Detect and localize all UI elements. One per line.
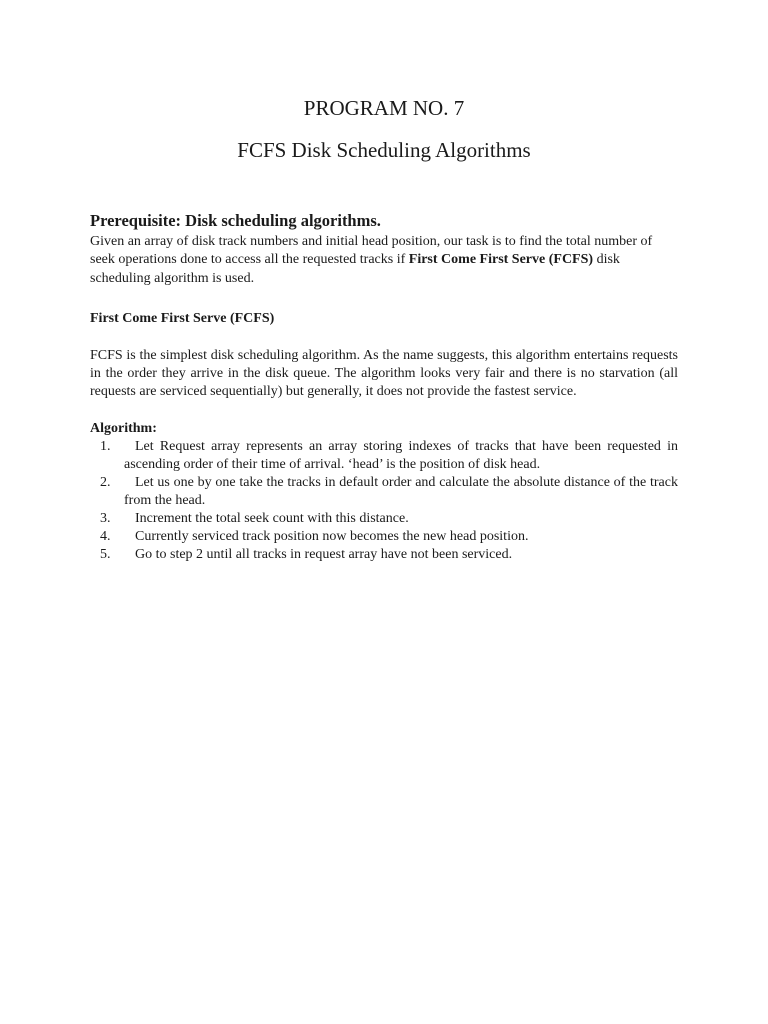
algorithm-step	[90, 546, 678, 564]
step-number: 2.	[100, 475, 111, 491]
algorithm-steps-list	[90, 438, 678, 564]
step-number: 5.	[100, 547, 111, 563]
intro-text-end: disk scheduling algorithm is used.	[90, 252, 620, 286]
prerequisite-heading: Prerequisite: Disk scheduling algorithms.	[90, 211, 381, 230]
algorithm-step	[90, 528, 678, 546]
step-number: 1.	[100, 439, 111, 455]
document-body	[90, 210, 678, 564]
algorithm-step	[90, 438, 678, 474]
step-number: 4.	[100, 529, 111, 545]
fcfs-section-heading: First Come First Serve (FCFS)	[90, 311, 275, 327]
document-subtitle: FCFS Disk Scheduling Algorithms	[237, 138, 531, 162]
step-text: Let us one by one take the tracks in default order and calculate the absolute distance of the track from the head.	[124, 475, 678, 509]
intro-bold-term: First Come First Serve (FCFS)	[408, 252, 594, 268]
intro-text-start: Given an array of disk track numbers and initial head position, our task is to find the total number of seek operations done to access all the requested tracks if	[90, 234, 653, 268]
intro-paragraph	[90, 233, 678, 288]
step-text: Go to step 2 until all tracks in request array have not been serviced.	[135, 547, 513, 563]
step-text: Let Request array represents an array storing indexes of tracks that have been requested in ascending order of their time of arrival. ‘head’ is the position of disk head.	[124, 439, 678, 473]
step-text: Increment the total seek count with this distance.	[135, 511, 409, 527]
program-number-title: PROGRAM NO. 7	[303, 96, 465, 120]
algorithm-heading: Algorithm:	[90, 420, 157, 436]
algorithm-step	[90, 510, 678, 528]
step-number: 3.	[100, 511, 111, 527]
algorithm-step	[90, 474, 678, 510]
fcfs-description: FCFS is the simplest disk scheduling algorithm. As the name suggests, this algorithm entertains requests in the order they arrive in the disk queue. The algorithm looks very fair and there is no starvation (all requests are serviced sequentially) but generally, it does not provide the fastest service.	[90, 347, 678, 400]
step-text: Currently serviced track position now becomes the new head position.	[135, 529, 529, 545]
